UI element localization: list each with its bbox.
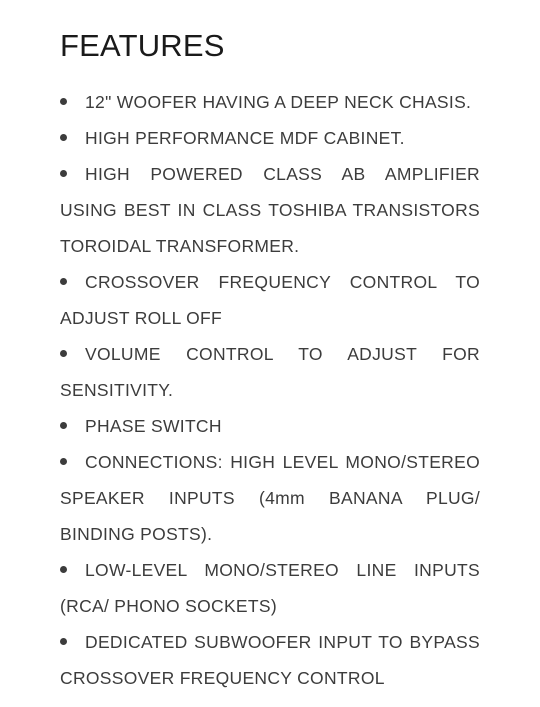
feature-item xyxy=(60,84,480,120)
bullet-icon xyxy=(60,350,67,357)
feature-item xyxy=(60,408,480,444)
feature-item xyxy=(60,336,480,408)
features-section xyxy=(60,0,480,696)
bullet-icon xyxy=(60,278,67,285)
feature-text: PHASE SWITCH xyxy=(85,416,222,436)
feature-text: VOLUME CONTROL TO ADJUST FOR SENSITIVITY. xyxy=(60,344,480,400)
feature-text: CONNECTIONS: HIGH LEVEL MONO/STEREO SPEAKER INPUTS (4mm BANANA PLUG/ BINDING POSTS). xyxy=(60,452,480,544)
feature-text: LOW-LEVEL MONO/STEREO LINE INPUTS (RCA/ PHONO SOCKETS) xyxy=(60,560,480,616)
bullet-icon xyxy=(60,566,67,573)
feature-item xyxy=(60,120,480,156)
bullet-icon xyxy=(60,638,67,645)
feature-item xyxy=(60,552,480,624)
feature-text: 12" WOOFER HAVING A DEEP NECK CHASIS. xyxy=(85,92,472,112)
feature-list xyxy=(60,84,480,696)
feature-item xyxy=(60,624,480,696)
feature-text: HIGH PERFORMANCE MDF CABINET. xyxy=(85,128,405,148)
feature-text: DEDICATED SUBWOOFER INPUT TO BYPASS CROSSOVER FREQUENCY CONTROL xyxy=(60,632,480,688)
bullet-icon xyxy=(60,98,67,105)
feature-item xyxy=(60,156,480,264)
features-heading: FEATURES xyxy=(60,28,225,63)
feature-text: HIGH POWERED CLASS AB AMPLIFIER USING BEST IN CLASS TOSHIBA TRANSISTORS TOROIDAL TRANSFORMER. xyxy=(60,164,480,256)
feature-item xyxy=(60,264,480,336)
bullet-icon xyxy=(60,422,67,429)
feature-item xyxy=(60,444,480,552)
feature-text: CROSSOVER FREQUENCY CONTROL TO ADJUST ROLL OFF xyxy=(60,272,480,328)
bullet-icon xyxy=(60,458,67,465)
bullet-icon xyxy=(60,170,67,177)
bullet-icon xyxy=(60,134,67,141)
